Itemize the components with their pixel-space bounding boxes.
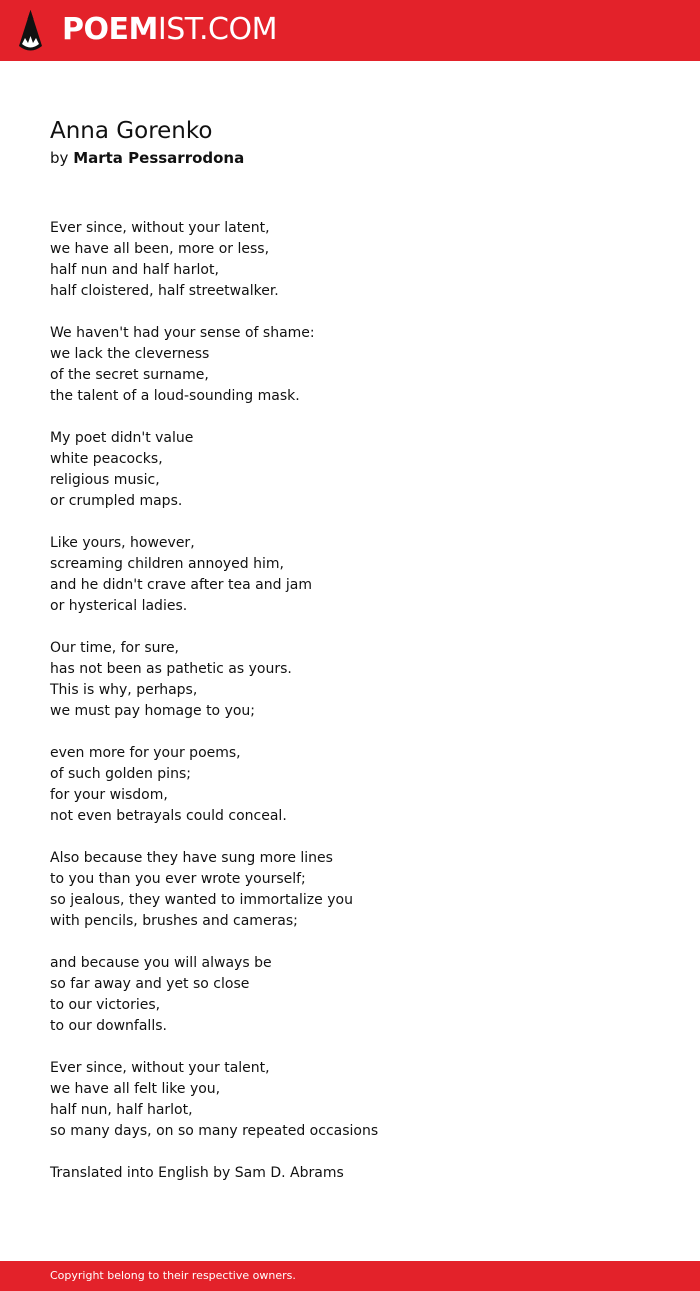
site-footer: [0, 1261, 700, 1291]
poem-line: half nun, half harlot,: [50, 1102, 193, 1118]
stanza: [50, 428, 650, 512]
poem-line: Like yours, however,: [50, 535, 195, 551]
poem-body: [50, 218, 650, 1184]
site-logo[interactable]: [62, 11, 277, 49]
translation-note: Translated into English by Sam D. Abrams: [50, 1165, 344, 1181]
logo-thin-part: IST.COM: [157, 12, 277, 47]
poem-line: or hysterical ladies.: [50, 598, 188, 614]
poem-line: to you than you ever wrote yourself;: [50, 871, 306, 887]
poem-line: screaming children annoyed him,: [50, 556, 284, 572]
poem-line: to our downfalls.: [50, 1018, 167, 1034]
stanza: [50, 743, 650, 827]
poem-content: [50, 115, 650, 1184]
author-name[interactable]: Marta Pessarrodona: [73, 149, 245, 167]
stanza: [50, 1058, 650, 1142]
poem-line: of the secret surname,: [50, 367, 209, 383]
stanza: [50, 533, 650, 617]
poem-line: and because you will always be: [50, 955, 272, 971]
site-header: [0, 0, 700, 61]
poem-line: not even betrayals could conceal.: [50, 808, 287, 824]
logo-bold-part: POEM: [62, 12, 158, 47]
poem-line: so many days, on so many repeated occasions: [50, 1123, 379, 1139]
poem-title: Anna Gorenko: [50, 118, 213, 144]
poem-line: so far away and yet so close: [50, 976, 250, 992]
poem-line: religious music,: [50, 472, 160, 488]
stanza: [50, 638, 650, 722]
stanza: [50, 218, 650, 302]
poem-line: the talent of a loud-sounding mask.: [50, 388, 300, 404]
poem-line: Our time, for sure,: [50, 640, 180, 656]
stanza: [50, 848, 650, 932]
poem-line: we must pay homage to you;: [50, 703, 256, 719]
poem-line: to our victories,: [50, 997, 161, 1013]
poem-line: for your wisdom,: [50, 787, 168, 803]
poem-line: half nun and half harlot,: [50, 262, 219, 278]
poem-line: with pencils, brushes and cameras;: [50, 913, 298, 929]
poem-line: Ever since, without your latent,: [50, 220, 270, 236]
poem-line: Also because they have sung more lines: [50, 850, 333, 866]
stanza: [50, 323, 650, 407]
poem-line: This is why, perhaps,: [50, 682, 198, 698]
poem-line: we lack the cleverness: [50, 346, 210, 362]
poem-byline: [50, 147, 650, 169]
poem-line: We haven't had your sense of shame:: [50, 325, 315, 341]
poem-line: we have all felt like you,: [50, 1081, 221, 1097]
poem-line: or crumpled maps.: [50, 493, 183, 509]
pencil-logo-icon[interactable]: [18, 9, 43, 52]
poem-line: white peacocks,: [50, 451, 163, 467]
poem-line: we have all been, more or less,: [50, 241, 270, 257]
poem-line: and he didn't crave after tea and jam: [50, 577, 313, 593]
copyright-text: Copyright belong to their respective owners.: [50, 1269, 296, 1282]
poem-line: My poet didn't value: [50, 430, 194, 446]
stanza: [50, 953, 650, 1037]
byline-prefix: by: [50, 149, 69, 167]
poem-line: half cloistered, half streetwalker.: [50, 283, 279, 299]
poem-line: even more for your poems,: [50, 745, 241, 761]
poem-line: has not been as pathetic as yours.: [50, 661, 292, 677]
poem-line: so jealous, they wanted to immortalize you: [50, 892, 353, 908]
poem-line: of such golden pins;: [50, 766, 191, 782]
poem-line: Ever since, without your talent,: [50, 1060, 270, 1076]
